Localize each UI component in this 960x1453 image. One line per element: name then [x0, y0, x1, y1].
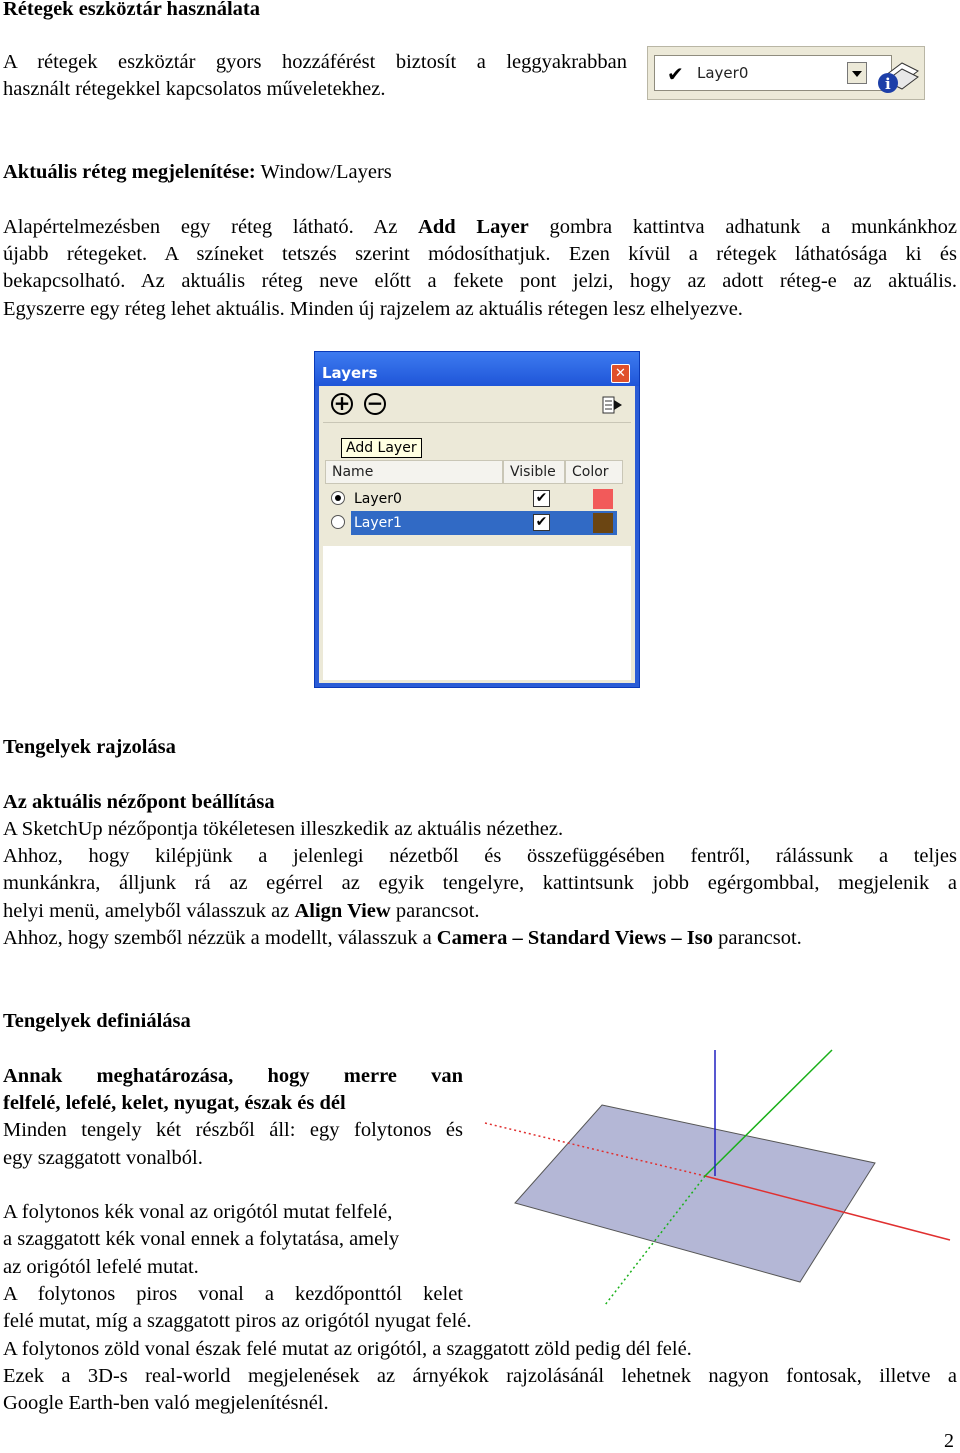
layers-toolbar: [647, 46, 925, 100]
column-header-visible[interactable]: Visible: [503, 460, 565, 484]
layer-manager-icon[interactable]: [876, 55, 920, 95]
plus-icon[interactable]: +: [331, 393, 353, 415]
axes-line-7: felé mutat, míg a szaggatott piros az origótól nyugat felé.: [3, 1310, 472, 1332]
viewpoint-line-5: Ahhoz, hogy szemből nézzük a modellt, válasszuk a Camera – Standard Views – Iso parancsot.: [3, 927, 802, 949]
viewpoint-line-3: munkánkra, álljunk rá az egérrel az egyik tengelyre, kattintsunk jobb egérgombbal, megjelenik a: [3, 872, 957, 894]
active-layer-radio[interactable]: [331, 515, 345, 529]
chevron-down-icon[interactable]: [847, 62, 867, 84]
layer-name[interactable]: Layer1: [354, 515, 402, 531]
axes-line-1: Minden tengely két részből áll: egy folytonos és: [3, 1119, 463, 1141]
layers-window-titlebar[interactable]: [315, 352, 639, 386]
layer-color-swatch[interactable]: [593, 513, 613, 533]
viewpoint-line-2: Ahhoz, hogy kilépjünk a jelenlegi nézetből és összefüggésében fentről, rálássunk a teljes: [3, 845, 957, 867]
axes-line-4: a szaggatott kék vonal ennek a folytatása, amely: [3, 1228, 400, 1250]
layers-window: [314, 351, 640, 688]
subheading-viewpoint: Az aktuális nézőpont beállítása: [3, 791, 275, 813]
column-header-name[interactable]: Name: [325, 460, 503, 484]
axes-bold-line-1: Annak meghatározása, hogy merre van: [3, 1065, 463, 1087]
axes-3d-figure: [480, 1045, 955, 1310]
layer-row[interactable]: [329, 511, 631, 535]
close-icon[interactable]: ✕: [611, 364, 630, 383]
axes-line-2: egy szaggatott vonalból.: [3, 1147, 203, 1169]
viewpoint-line-4: helyi menü, amelyből válasszuk az Align View parancsot.: [3, 900, 480, 922]
axes-line-5: az origótól lefelé mutat.: [3, 1256, 199, 1278]
axes-bold-line-2: felfelé, lefelé, kelet, nyugat, észak és dél: [3, 1092, 346, 1114]
page-number: 2: [944, 1430, 954, 1452]
current-layer-label: Aktuális réteg megjelenítése: Window/Layers: [3, 161, 392, 183]
page-title: Rétegek eszköztár használata: [3, 0, 260, 20]
ground-plane: [515, 1105, 875, 1282]
visible-checkbox[interactable]: ✔: [533, 490, 550, 507]
section-heading-axes-definition: Tengelyek definiálása: [3, 1010, 191, 1032]
layer-row[interactable]: [329, 487, 631, 511]
axes-line-6: A folytonos piros vonal a kezdőponttól kelet: [3, 1283, 463, 1305]
layers-window-title: Layers: [322, 364, 378, 382]
layer-select[interactable]: [654, 55, 892, 91]
active-layer-radio[interactable]: [331, 491, 345, 505]
details-arrow-icon[interactable]: [602, 394, 624, 416]
layers-paragraph-line-4: Egyszerre egy réteg lehet aktuális. Minden új rajzelem az aktuális rétegen lesz elhelyezve.: [3, 298, 743, 320]
column-header-color[interactable]: Color: [565, 460, 623, 484]
layers-paragraph-line-2: újabb rétegeket. A színeket tetszés szerint módosíthatjuk. Ezen kívül a rétegek láthatósága ki és: [3, 243, 957, 265]
axes-line-8: A folytonos zöld vonal észak felé mutat az origótól, a szaggatott zöld pedig dél felé.: [3, 1338, 692, 1360]
intro-line-1: A rétegek eszköztár gyors hozzáférést biztosít a leggyakrabban: [3, 51, 627, 73]
section-heading-axes-drawing: Tengelyek rajzolása: [3, 736, 176, 758]
intro-line-2: használt rétegekkel kapcsolatos műveletekhez.: [3, 78, 386, 100]
layer-color-swatch[interactable]: [593, 489, 613, 509]
viewpoint-line-1: A SketchUp nézőpontja tökéletesen illeszkedik az aktuális nézethez.: [3, 818, 564, 840]
minus-icon[interactable]: −: [364, 393, 386, 415]
layers-window-body: [319, 386, 635, 683]
layers-paragraph-line-1: Alapértelmezésben egy réteg látható. Az Add Layer gombra kattintva adhatunk a munkánkhoz: [3, 216, 957, 238]
layers-list-empty-area: [323, 546, 631, 680]
axes-line-9: Ezek a 3D-s real-world megjelenések az árnyékok rajzolásánál lehetnek nagyon fontosak, illetve a: [3, 1365, 957, 1387]
svg-text:i: i: [885, 75, 891, 93]
current-layer-name: Layer0: [697, 64, 749, 82]
axes-line-3: A folytonos kék vonal az origótól mutat felfelé,: [3, 1201, 393, 1223]
axes-line-10: Google Earth-ben való megjelenítésnél.: [3, 1392, 329, 1414]
check-icon: ✔: [667, 62, 684, 86]
visible-checkbox[interactable]: ✔: [533, 514, 550, 531]
add-layer-tooltip: Add Layer: [341, 438, 422, 458]
layers-paragraph-line-3: bekapcsolható. Az aktuális réteg neve előtt a fekete pont jelzi, hogy az adott réteg-e az aktuális.: [3, 270, 957, 292]
layer-name[interactable]: Layer0: [354, 491, 402, 507]
